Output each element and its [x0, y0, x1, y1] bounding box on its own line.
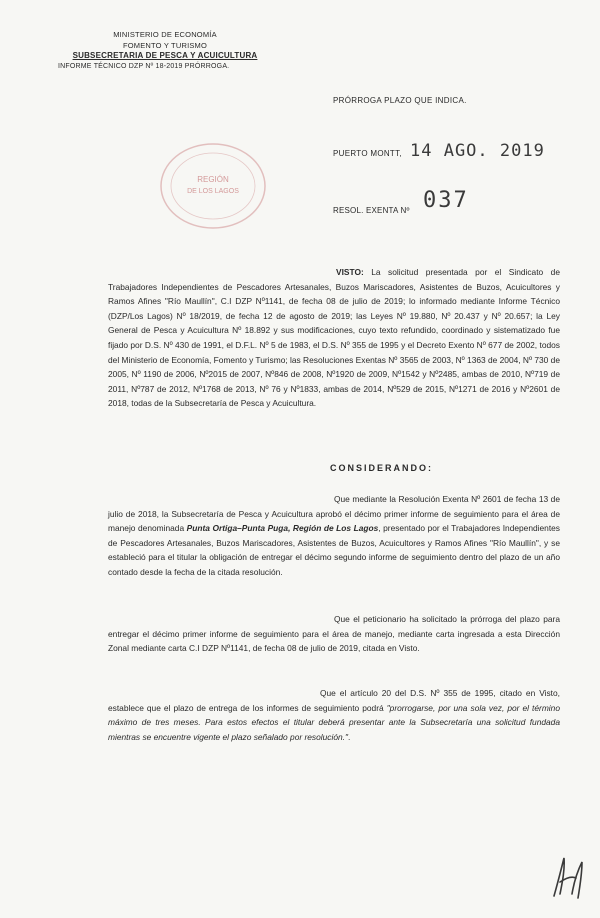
official-seal-stamp: [153, 136, 273, 236]
place-label: PUERTO MONTT,: [333, 149, 402, 158]
signature-initials: [548, 852, 588, 902]
visto-paragraph: [108, 265, 560, 411]
considerando-paragraph-1: [108, 492, 560, 580]
header-ministry-sub: FOMENTO Y TURISMO: [122, 40, 208, 50]
seal-region-label: REGIÓN: [197, 175, 229, 184]
p1-area-name: Punta Ortiga–Punta Puga, Región de Los Lagos: [186, 523, 379, 534]
header-report-ref: INFORME TÉCNICO DZP Nº 18-2019 PRÓRROGA.: [58, 62, 230, 70]
considerando-heading: CONSIDERANDO:: [330, 463, 434, 473]
p3-text-before: Que el artículo 20 del D.S. Nº 355 de 1995, citado en Visto, establece que el plazo de entrega de los informes de seguimiento podrá: [108, 688, 560, 713]
p1-text-after: , presentado por el Trabajadores Independientes de Pescadores Artesanales, Buzos Mariscadores, Asistentes de Buzos, Acuicultores y Ramos Afines "Río Maullín", y se estableció para el titular la obligación de entregar el décimo segundo informe de seguimiento dentro del plazo de un año contado desde la fecha de la citada resolución.: [108, 523, 560, 577]
resolution-number: 037: [423, 188, 469, 213]
visto-body: La solicitud presentada por el Sindicato de Trabajadores Independientes de Pescadores Artesanales, Buzos Mariscadores, Asistentes de Buzos, Acuicultores y Ramos Afines "Río Maullín", C.I DZP Nº1141, de fecha 08 de julio de 2019; lo informado mediante Informe Técnico (DZP/Los Lagos) Nº 18/2019, de fecha 12 de agosto de 2019; las Leyes Nº 19.880, Nº 20.437 y Nº 20.657; la Ley General de Pesca y Acuicultura Nº 18.892 y sus modificaciones, cuyo texto refundido, coordinado y sistematizado fue fijado por D.S. Nº 430 de 1991, el D.F.L. Nº 5 de 1983, el D.S. Nº 355 de 1995 y el Decreto Exento Nº 677 de 2002, todos del Ministerio de Economía, Fomento y Turismo; las Resoluciones Exentas Nº 3565 de 2003, Nº 1363 de 2004, Nº 730 de 2005, Nº 1190 de 2006, Nº2015 de 2007, Nº846 de 2008, Nº1920 de 2009, Nº1542 y Nº2485, ambas de 2010, Nº719 de 2011, Nº787 de 2012, Nº1768 de 2013, Nº 76 y Nº1833, ambas de 2014, Nº529 de 2015, Nº1271 de 2016 y Nº2601 de 2018, todas de la Subsecretaría de Pesca y Acuicultura.: [108, 267, 560, 409]
header-ministry: MINISTERIO DE ECONOMÍA: [113, 30, 217, 39]
considerando-paragraph-2: Que el peticionario ha solicitado la prórroga del plazo para entregar el décimo primer informe de seguimiento para el área de manejo, mediante carta ingresada a esta Dirección Zonal mediante carta C.I DZP Nº1141, de fecha 08 de julio de 2019, citada en Visto.: [108, 614, 560, 654]
document-subject: PRÓRROGA PLAZO QUE INDICA.: [333, 96, 467, 105]
visto-lead: VISTO:: [336, 267, 364, 277]
p3-text-after: .: [347, 731, 351, 742]
ministry-header: [50, 30, 280, 72]
date-stamp: 14 AGO. 2019: [410, 141, 545, 161]
p3-quote: "prorrogarse, por una sola vez, por el término máximo de tres meses. Para estos efectos el titular deberá presentar ante la Subsecretaría una solicitud fundada mientras se encuentre vigente el plazo señalado por resolución.": [108, 702, 560, 742]
resolution-label: RESOL. EXENTA Nº: [333, 206, 410, 215]
p1-text-before: Que mediante la Resolución Exenta Nº 2601 de fecha 13 de julio de 2018, la Subsecretaría de Pesca y Acuicultura aprobó el décimo primer informe de seguimiento para el área de manejo denominada: [108, 494, 560, 534]
header-subsecretaria: SUBSECRETARIA DE PESCA Y ACUICULTURA: [72, 51, 258, 60]
seal-region-name: DE LOS LAGOS: [187, 188, 239, 195]
considerando-paragraph-3: [108, 686, 560, 744]
